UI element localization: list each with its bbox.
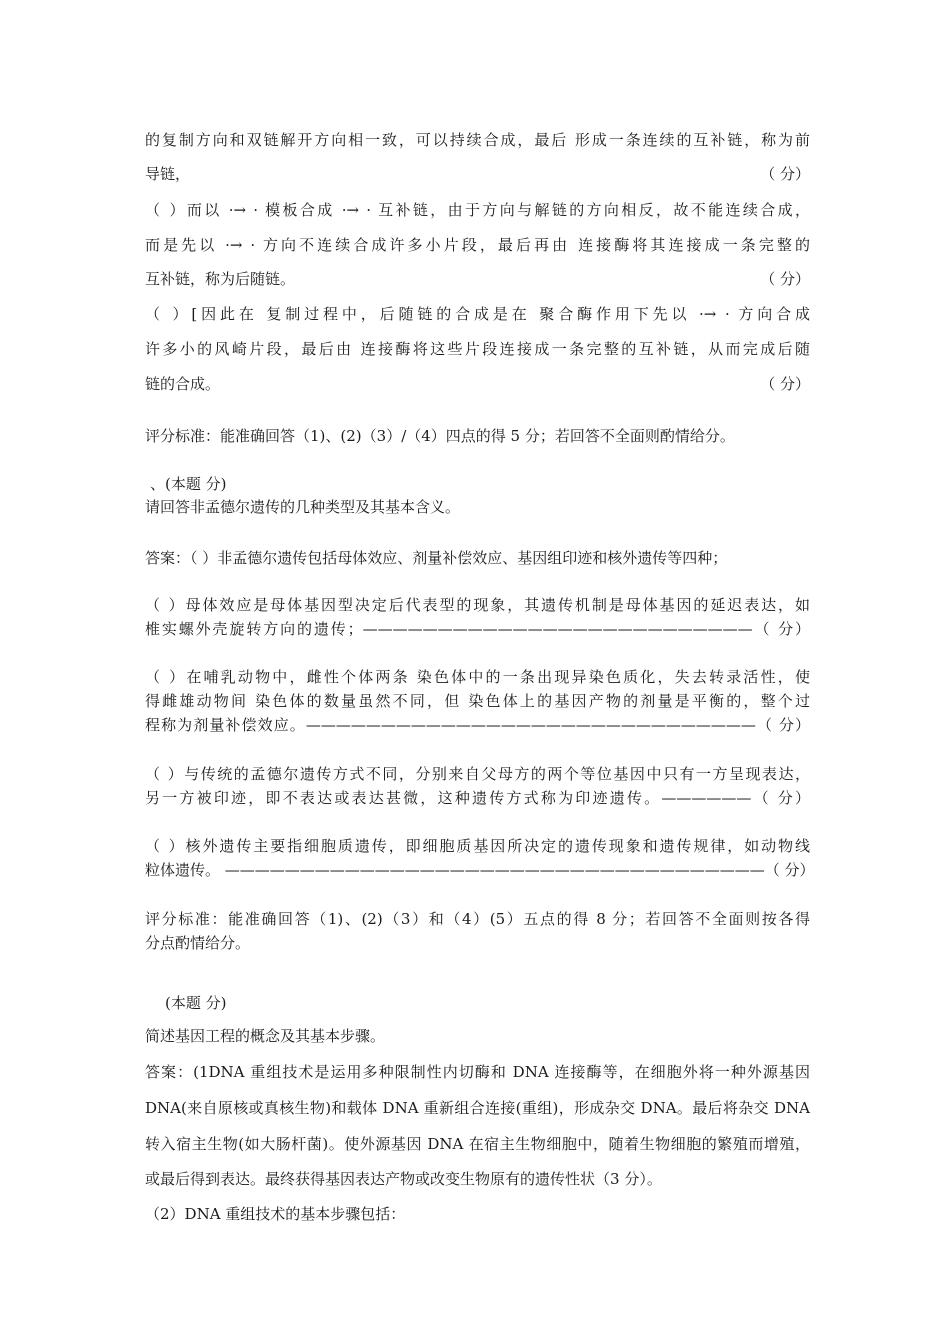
question-header: 、(本题 分) — [150, 475, 227, 493]
score-mark: （ 分） — [760, 375, 810, 393]
paragraph-line: 链的合成。 — [145, 375, 221, 393]
answer-line: 或最后得到表达。最终获得基因表达产物或改变生物原有的遗传性状（3 分）。 — [145, 1170, 662, 1188]
answer-line: （2）DNA 重组技术的基本步骤包括： — [145, 1205, 406, 1223]
score-mark: （ 分） — [760, 270, 810, 288]
grading-criteria: 分点酌情给分。 — [145, 934, 251, 952]
paragraph-line: 互补链，称为后随链。 — [145, 270, 296, 288]
answer-line: 转入宿主生物(如大肠杆菌)。使外源基因 DNA 在宿主生物细胞中，随着生物细胞的繁殖而增殖， — [145, 1135, 810, 1153]
answer-line: （ ）在哺乳动物中，雌性个体两条 染色体中的一条出现异染色质化，失去转录活性，使 — [145, 668, 810, 686]
answer-line: 程称为剂量补偿效应。——————————————————————————————（ 分） — [145, 716, 810, 734]
question-text: 请回答非孟德尔遗传的几种类型及其基本含义。 — [145, 498, 461, 516]
answer-line: 粒体遗传。 ————————————————————————————————————（ 分） — [145, 861, 815, 879]
paragraph-line: 许多小的风崎片段，最后由 连接酶将这些片段连接成一条完整的互补链，从而完成后随 — [145, 340, 810, 358]
answer-line: （ ）母体效应是母体基因型决定后代表型的现象，其遗传机制是母体基因的延迟表达，如 — [145, 596, 810, 614]
answer-line: 另一方被印迹，即不表达或表达甚微，这种遗传方式称为印迹遗传。——————（ 分） — [145, 789, 810, 807]
answer-line: 椎实螺外壳旋转方向的遗传；——————————————————————————（ 分） — [145, 620, 810, 638]
answer-line: 得雌雄动物间 染色体的数量虽然不同，但 染色体上的基因产物的剂量是平衡的，整个过 — [145, 692, 810, 710]
paragraph-line: （ ）而以 ·→ · 模板合成 ·→ · 互补链，由于方向与解链的方向相反，故不能连续合成， — [145, 201, 810, 219]
score-mark: （ 分） — [760, 165, 810, 183]
grading-criteria: 评分标准：能准确回答（1)、(2)（3）和（4）(5）五点的得 8 分；若回答不全面则按各得 — [145, 910, 810, 928]
grading-criteria: 评分标准：能准确回答（1)、(2)（3）/（4）四点的得 5 分；若回答不全面则酌情给分。 — [145, 427, 735, 445]
answer-line: DNA(来自原核或真核生物)和载体 DNA 重新组合连接(重组)，形成杂交 DNA。最后将杂交 DNA — [145, 1099, 810, 1117]
paragraph-line: 的复制方向和双链解开方向相一致，可以持续合成，最后 形成一条连续的互补链，称为前 — [145, 131, 810, 149]
paragraph-line: 而是先以 ·→ · 方向不连续合成许多小片段，最后再由 连接酶将其连接成一条完整的 — [145, 236, 810, 254]
question-header: (本题 分) — [165, 994, 227, 1012]
answer-line: 答案：(1DNA 重组技术是运用多种限制性内切酶和 DNA 连接酶等，在细胞外将一种外源基因 — [145, 1063, 810, 1081]
question-text: 简述基因工程的概念及其基本步骤。 — [145, 1027, 386, 1045]
answer-line: 答案：（ ）非孟德尔遗传包括母体效应、剂量补偿效应、基因组印迹和核外遗传等四种； — [145, 549, 728, 567]
answer-line: （ ）核外遗传主要指细胞质遗传，即细胞质基因所决定的遗传现象和遗传规律，如动物线 — [145, 837, 810, 855]
paragraph-line: 导链， — [145, 165, 191, 183]
answer-line: （ ）与传统的孟德尔遗传方式不同，分别来自父母方的两个等位基因中只有一方呈现表达， — [145, 765, 810, 783]
paragraph-line: （ ）[因此在 复制过程中，后随链的合成是在 聚合酶作用下先以 ·→ · 方向合成 — [145, 305, 810, 323]
